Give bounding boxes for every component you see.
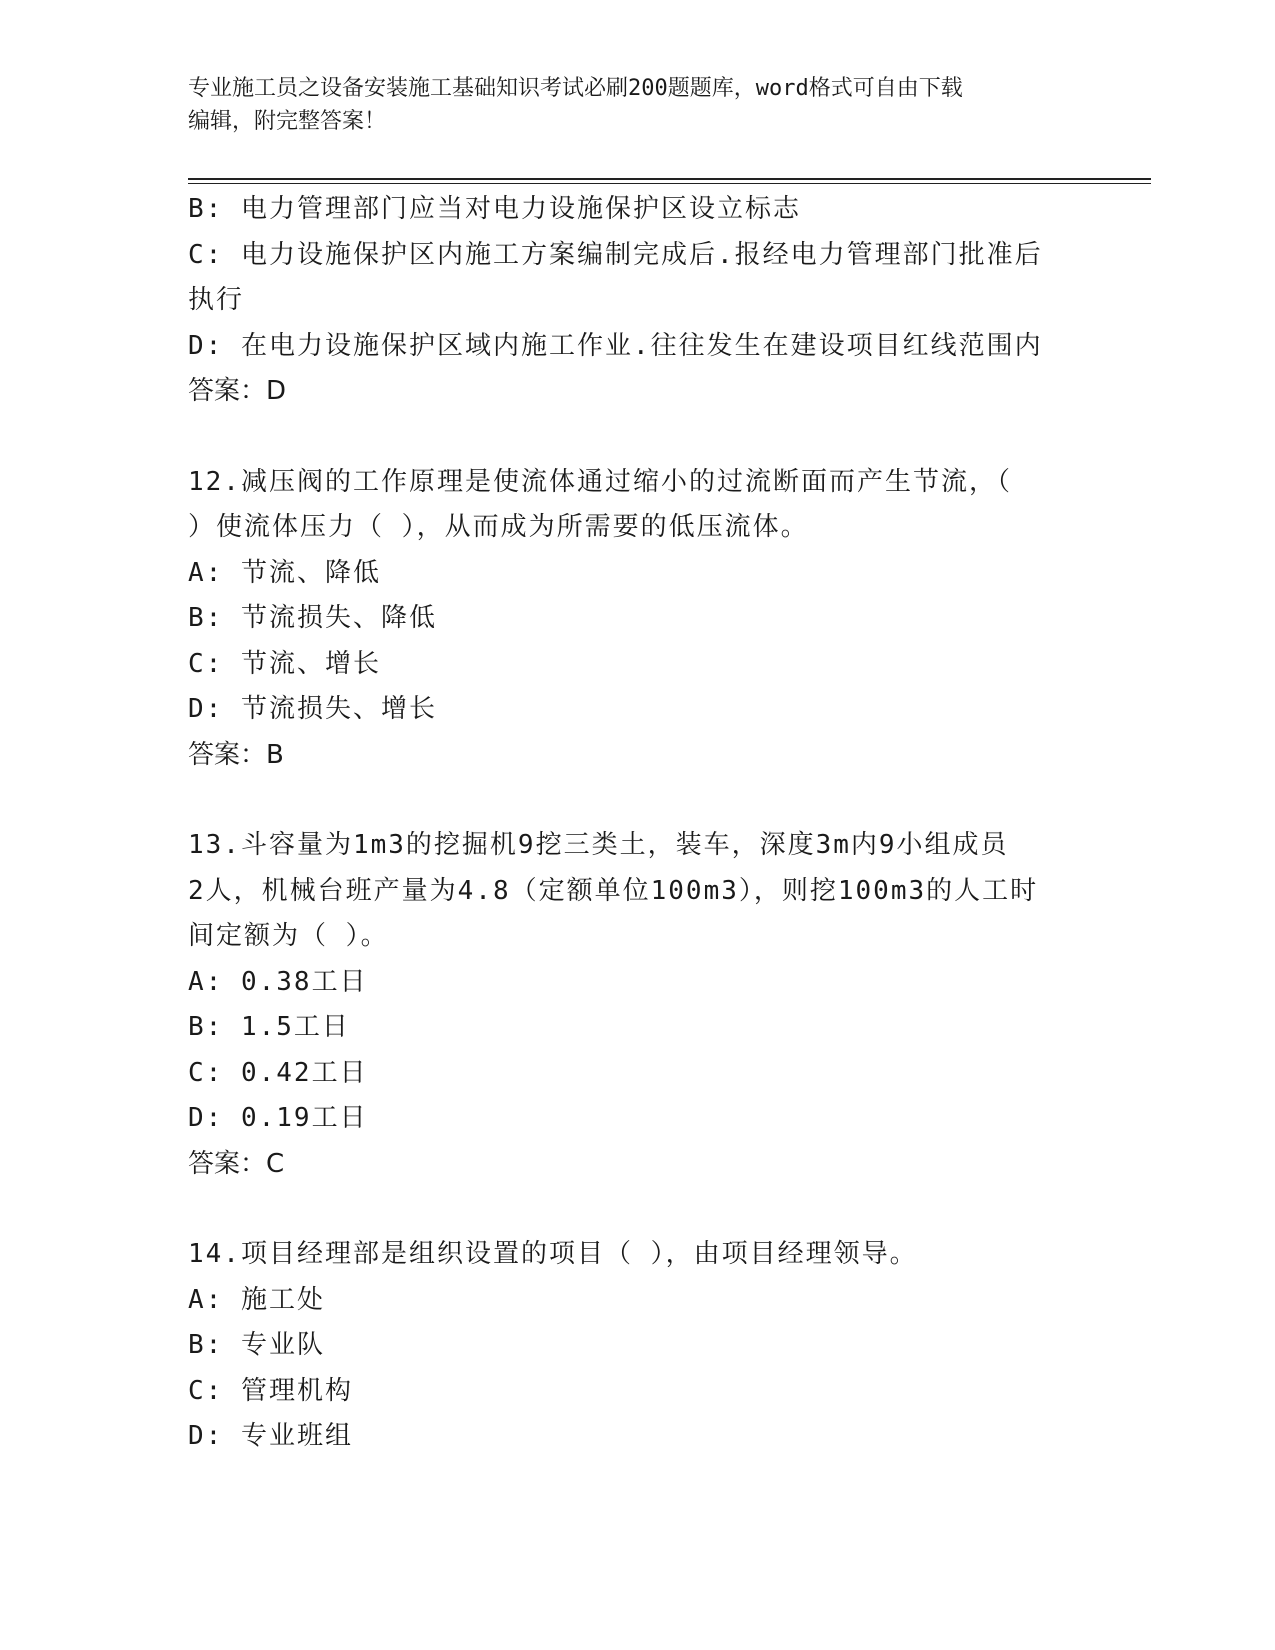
q14-stem-line1: 14.项目经理部是组织设置的项目（ ），由项目经理领导。 <box>188 1239 918 1269</box>
q13-option-d: D: 0.19工日 <box>188 1103 368 1133</box>
spacer <box>188 1187 1088 1232</box>
q13-stem-line3: 间定额为（ ）。 <box>188 921 389 951</box>
q14-option-b: B: 专业队 <box>188 1330 325 1360</box>
q13-option-c: C: 0.42工日 <box>188 1057 368 1088</box>
q12-option-d: D: 节流损失、增长 <box>188 694 437 724</box>
header-title-line1: 专业施工员之设备安装施工基础知识考试必刷200题题库，word格式可自由下载 <box>188 76 963 101</box>
spacer <box>188 778 1088 823</box>
question-list <box>188 187 1088 1460</box>
question-14 <box>188 1232 1088 1460</box>
q12-option-c: C: 节流、增长 <box>188 648 381 679</box>
q14-option-a: A: 施工处 <box>188 1284 325 1315</box>
q12-answer: 答案：B <box>188 739 284 770</box>
q12-stem-line1: 12.减压阀的工作原理是使流体通过缩小的过流断面而产生节流，（ <box>188 466 1012 497</box>
q13-stem-line2: 2人，机械台班产量为4.8（定额单位100m3），则挖100m3的人工时 <box>188 875 1039 906</box>
q11-option-c-line2: 执行 <box>188 285 245 315</box>
q12-option-b: B: 节流损失、降低 <box>188 603 437 633</box>
q13-option-a: A: 0.38工日 <box>188 966 368 997</box>
header-title-line2: 编辑，附完整答案！ <box>188 109 387 134</box>
question-13 <box>188 823 1088 1187</box>
q11-option-c-line1: C: 电力设施保护区内施工方案编制完成后.报经电力管理部门批准后 <box>188 239 1043 270</box>
header-divider-thick <box>188 178 1151 180</box>
document-header <box>188 72 1058 138</box>
q13-answer: 答案：C <box>188 1148 285 1179</box>
q12-option-a: A: 节流、降低 <box>188 557 381 588</box>
spacer <box>188 415 1088 460</box>
header-divider-thin <box>188 183 1151 184</box>
q11-option-b: B: 电力管理部门应当对电力设施保护区设立标志 <box>188 194 801 224</box>
q13-option-b: B: 1.5工日 <box>188 1012 350 1042</box>
q12-stem-line2: ）使流体压力（ ），从而成为所需要的低压流体。 <box>188 512 809 542</box>
q11-option-d: D: 在电力设施保护区域内施工作业.往往发生在建设项目红线范围内 <box>188 330 1043 361</box>
q14-option-d: D: 专业班组 <box>188 1421 353 1451</box>
q13-stem-line1: 13.斗容量为1m3的挖掘机9挖三类土，装车，深度3m内9小组成员 <box>188 830 1009 860</box>
q11-answer: 答案：D <box>188 376 287 406</box>
question-12 <box>188 460 1088 779</box>
question-11-tail <box>188 187 1088 415</box>
q14-option-c: C: 管理机构 <box>188 1375 353 1406</box>
